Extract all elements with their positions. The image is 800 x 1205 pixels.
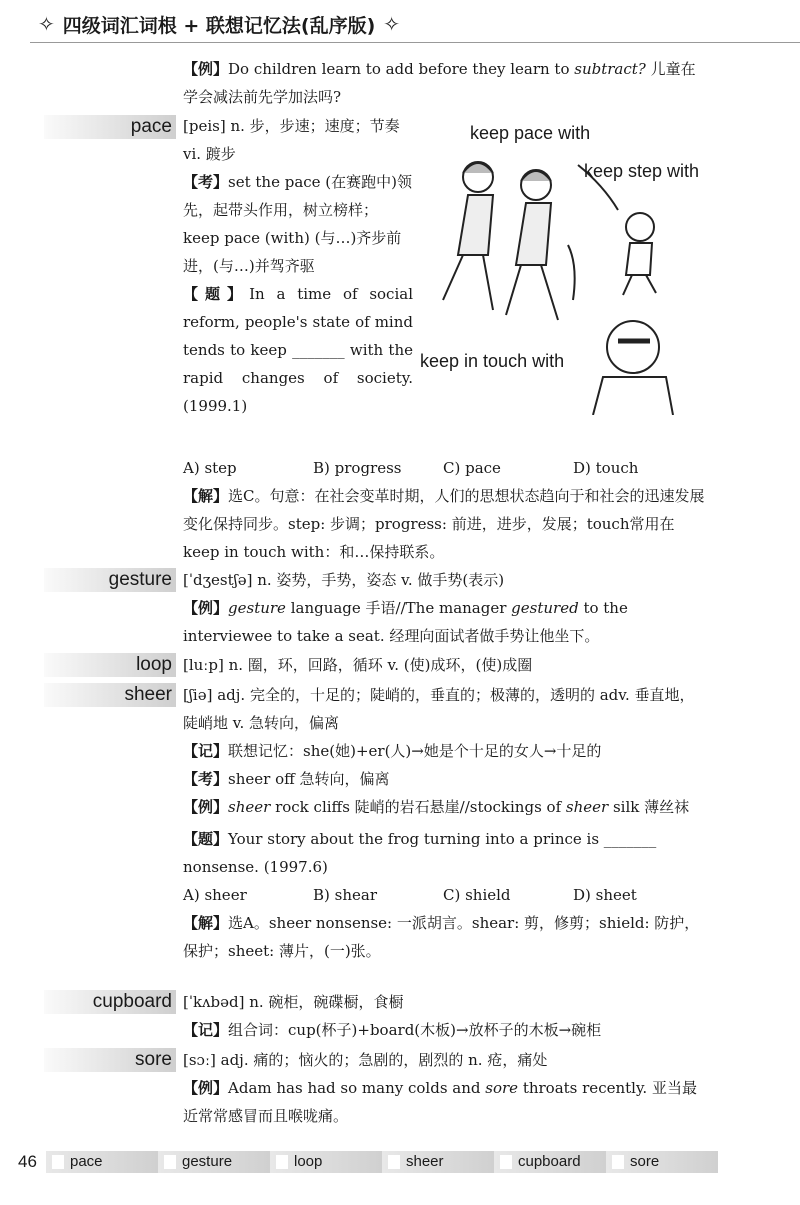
- headword-cupboard: cupboard: [44, 990, 176, 1014]
- diamond-icon: ✧: [383, 12, 401, 36]
- intro-example: 【例】Do children learn to add before they learn to subtract? 儿童在学会减法前先学加法吗?: [183, 60, 696, 106]
- headword-gesture: gesture: [44, 568, 176, 592]
- header-rule: [30, 42, 800, 43]
- cupboard-definition: [ˈkʌbəd] n. 碗柜，碗碟橱，食橱: [183, 993, 404, 1011]
- pace-kao: 【考】set the pace (在赛跑中)领先，起带头作用，树立榜样；keep pace (with) (与…)齐步前进，(与…)并驾齐驱: [183, 173, 413, 275]
- header-title: 四级词汇词根 + 联想记忆法(乱序版): [62, 14, 376, 37]
- sheer-entry: [183, 681, 708, 965]
- sheer-memory: 【记】联想记忆：she(她)+er(人)→她是个十足的女人→十足的: [183, 742, 602, 760]
- option-c: C) shield: [443, 886, 511, 904]
- option-d: D) sheet: [573, 886, 637, 904]
- sore-entry: [183, 1046, 708, 1130]
- diamond-icon: ✧: [38, 12, 55, 36]
- footer-item: sheer: [382, 1151, 494, 1173]
- option-a: A) step: [183, 459, 237, 477]
- loop-definition: [luːp] n. 圈，环，回路，循环 v. (使)成环，(使)成圈: [183, 656, 533, 674]
- footer-item: gesture: [158, 1151, 270, 1173]
- gesture-example: 【例】gesture language 手语//The manager gestured to the interviewee to take a seat. 经理向面试者做手势让他坐下。: [183, 599, 628, 645]
- footer-index: [18, 1151, 718, 1173]
- sheer-question: 【题】Your story about the frog turning into a prince is _______ nonsense. (1997.6): [183, 830, 657, 876]
- sore-example: 【例】Adam has had so many colds and sore throats recently. 亚当最近常常感冒而且喉咙痛。: [183, 1079, 697, 1125]
- gesture-definition: [ˈdʒestʃə] n. 姿势，手势，姿态 v. 做手势(表示): [183, 571, 505, 589]
- running-header: [30, 4, 408, 44]
- pace-entry: [183, 112, 413, 420]
- footer-item: loop: [270, 1151, 382, 1173]
- sore-definition: [sɔː] adj. 痛的；恼火的；急剧的，剧烈的 n. 疮，痛处: [183, 1051, 548, 1069]
- footer-item: sore: [606, 1151, 718, 1173]
- sheer-answer: 【解】选A。sheer nonsense: 一派胡言。shear: 剪，修剪；shield: 防护，保护；sheet: 薄片，(一)张。: [183, 914, 700, 960]
- pace-question: 【题】In a time of social reform, people's state of mind tends to keep _______ with the rapid changes of society. (1999.1): [183, 285, 413, 415]
- option-c: C) pace: [443, 459, 501, 477]
- pace-illustration: [418, 115, 718, 415]
- footer-item: cupboard: [494, 1151, 606, 1173]
- label-keep-step: keep step with: [584, 161, 700, 181]
- label-keep-touch: keep in touch with: [420, 351, 565, 371]
- sheer-example: 【例】sheer rock cliffs 陡峭的岩石悬崖//stockings of sheer silk 薄丝袜: [183, 798, 690, 816]
- option-b: B) progress: [313, 459, 402, 477]
- headword-sore: sore: [44, 1048, 176, 1072]
- page-number: 46: [18, 1152, 37, 1171]
- sheer-options: [183, 881, 708, 909]
- sheer-kao: 【考】sheer off 急转向，偏离: [183, 770, 390, 788]
- option-b: B) shear: [313, 886, 377, 904]
- headword-pace: pace: [44, 115, 176, 139]
- pace-options: [183, 454, 708, 566]
- pace-answer: 【解】选C。句意：在社会变革时期，人们的思想状态趋向于和社会的迅速发展变化保持同步。step: 步调；progress: 前进，进步，发展；touch常用在keep in touch with：和…保持联系。: [183, 487, 705, 561]
- headword-loop: loop: [44, 653, 176, 677]
- headword-sheer: sheer: [44, 683, 176, 707]
- option-a: A) sheer: [183, 886, 247, 904]
- gesture-entry: [183, 566, 708, 650]
- cupboard-memory: 【记】组合词：cup(杯子)+board(木板)→放杯子的木板→碗柜: [183, 1021, 602, 1039]
- sheer-definition: [ʃiə] adj. 完全的，十足的；陡峭的，垂直的；极薄的，透明的 adv. 垂直地，陡峭地 v. 急转向，偏离: [183, 686, 695, 732]
- label-keep-pace: keep pace with: [470, 123, 591, 143]
- pace-definition: [peis] n. 步，步速；速度；节奏 vi. 踱步: [183, 117, 400, 163]
- cupboard-entry: [183, 988, 708, 1044]
- option-d: D) touch: [573, 459, 639, 477]
- footer-item: pace: [46, 1151, 158, 1173]
